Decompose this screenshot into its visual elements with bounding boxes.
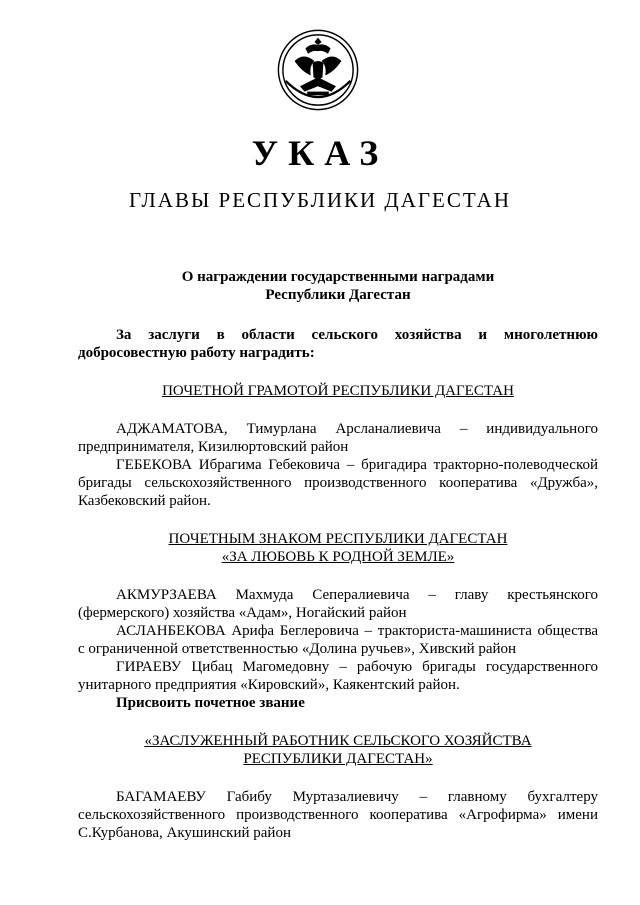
recipient-paragraph: БАГАМАЕВУ Габибу Муртазалиевичу – главному бухгалтеру сельскохозяйственного производственного кооператива «Агрофирма» имени С.Курбанова, Акушинский район (78, 789, 598, 841)
decree-body (78, 268, 598, 842)
decree-title: УКАЗ (251, 133, 389, 173)
recipient-paragraph: АКМУРЗАЕВА Махмуда Сепералиевича – главу крестьянского (фермерского) хозяйства «Адам», Ногайский район (78, 587, 598, 621)
recipient-paragraph: АДЖАМАТОВА, Тимурлана Арсланалиевича – индивидуального предпринимателя, Кизилюртовский район (78, 421, 598, 455)
dagestan-coat-of-arms-icon (273, 25, 363, 115)
recipient-paragraph: ГЕБЕКОВА Ибрагима Гебековича – бригадира тракторно-полеводческой бригады сельскохозяйственного производственного кооператива «Дружба», Казбековский район. (78, 457, 598, 509)
intro-paragraph: За заслуги в области сельского хозяйства и многолетнюю добросовестную работу наградить: (78, 327, 598, 361)
subject-line-2: Республики Дагестан (265, 287, 411, 303)
recipient-paragraph: АСЛАНБЕКОВА Арифа Беглеровича – тракториста-машиниста общества с ограниченной ответственностью «Долина ручьев», Хивский район (78, 623, 598, 657)
honorary-label: Присвоить почетное звание (116, 695, 305, 711)
subject-line-1: О награждении государственными наградами (181, 269, 495, 285)
honorary-title-line-2: РЕСПУБЛИКИ ДАГЕСТАН» (243, 751, 433, 767)
decree-subtitle: ГЛАВЫ РЕСПУБЛИКИ ДАГЕСТАН (128, 188, 512, 212)
honorary-title-line-1: «ЗАСЛУЖЕННЫЙ РАБОТНИК СЕЛЬСКОГО ХОЗЯЙСТВА (144, 733, 532, 749)
award-title-znak-line-1: ПОЧЕТНЫМ ЗНАКОМ РЕСПУБЛИКИ ДАГЕСТАН (168, 531, 508, 547)
recipient-paragraph: ГИРАЕВУ Цибац Магомедовну – рабочую бригады государственного унитарного предприятия «Кировский», Каякентский район. (78, 659, 598, 693)
award-title-gramota: ПОЧЕТНОЙ ГРАМОТОЙ РЕСПУБЛИКИ ДАГЕСТАН (162, 383, 514, 399)
award-title-znak-line-2: «ЗА ЛЮБОВЬ К РОДНОЙ ЗЕМЛЕ» (221, 549, 455, 565)
